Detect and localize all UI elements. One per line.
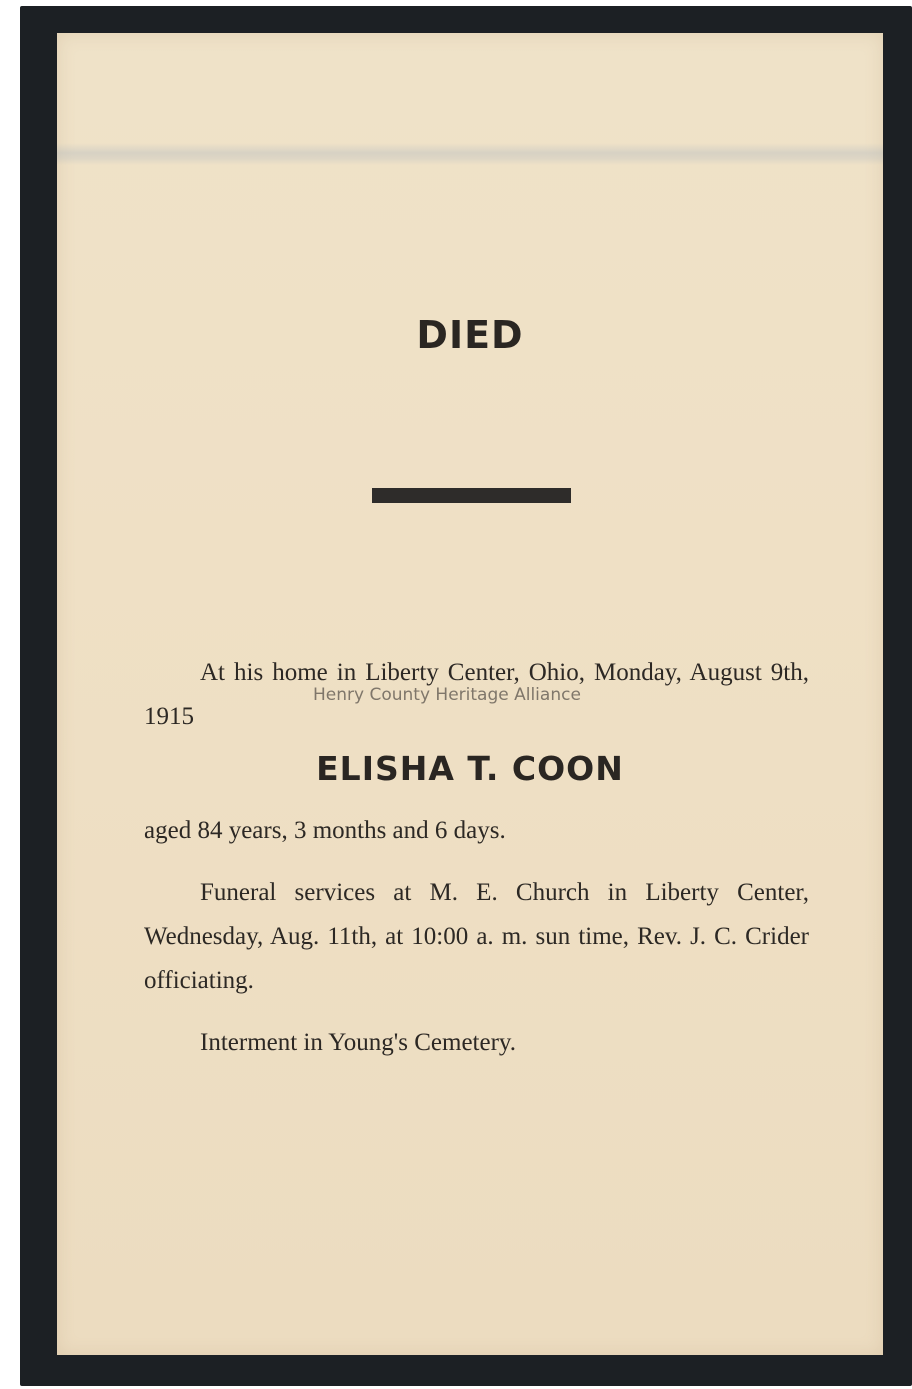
black-rule: [372, 488, 571, 503]
deceased-name: ELISHA T. COON: [316, 749, 624, 788]
watermark-text: Henry County Heritage Alliance: [313, 685, 581, 705]
age-text: aged 84 years, 3 months and 6 days.: [144, 817, 506, 844]
death-place-date-text: At his home in Liberty Center, Ohio, Monday, August 9th, 1915: [144, 659, 809, 730]
funeral-services-text: Funeral services at M. E. Church in Liberty Center, Wednesday, Aug. 11th, at 10:00 a. m. sun time, Rev. J. C. Crider officiating.: [144, 879, 809, 994]
funeral-card: [57, 33, 883, 1355]
card-heading: DIED: [416, 313, 524, 357]
fold-crease: [57, 143, 883, 165]
interment-text: Interment in Young's Cemetery.: [200, 1029, 517, 1056]
